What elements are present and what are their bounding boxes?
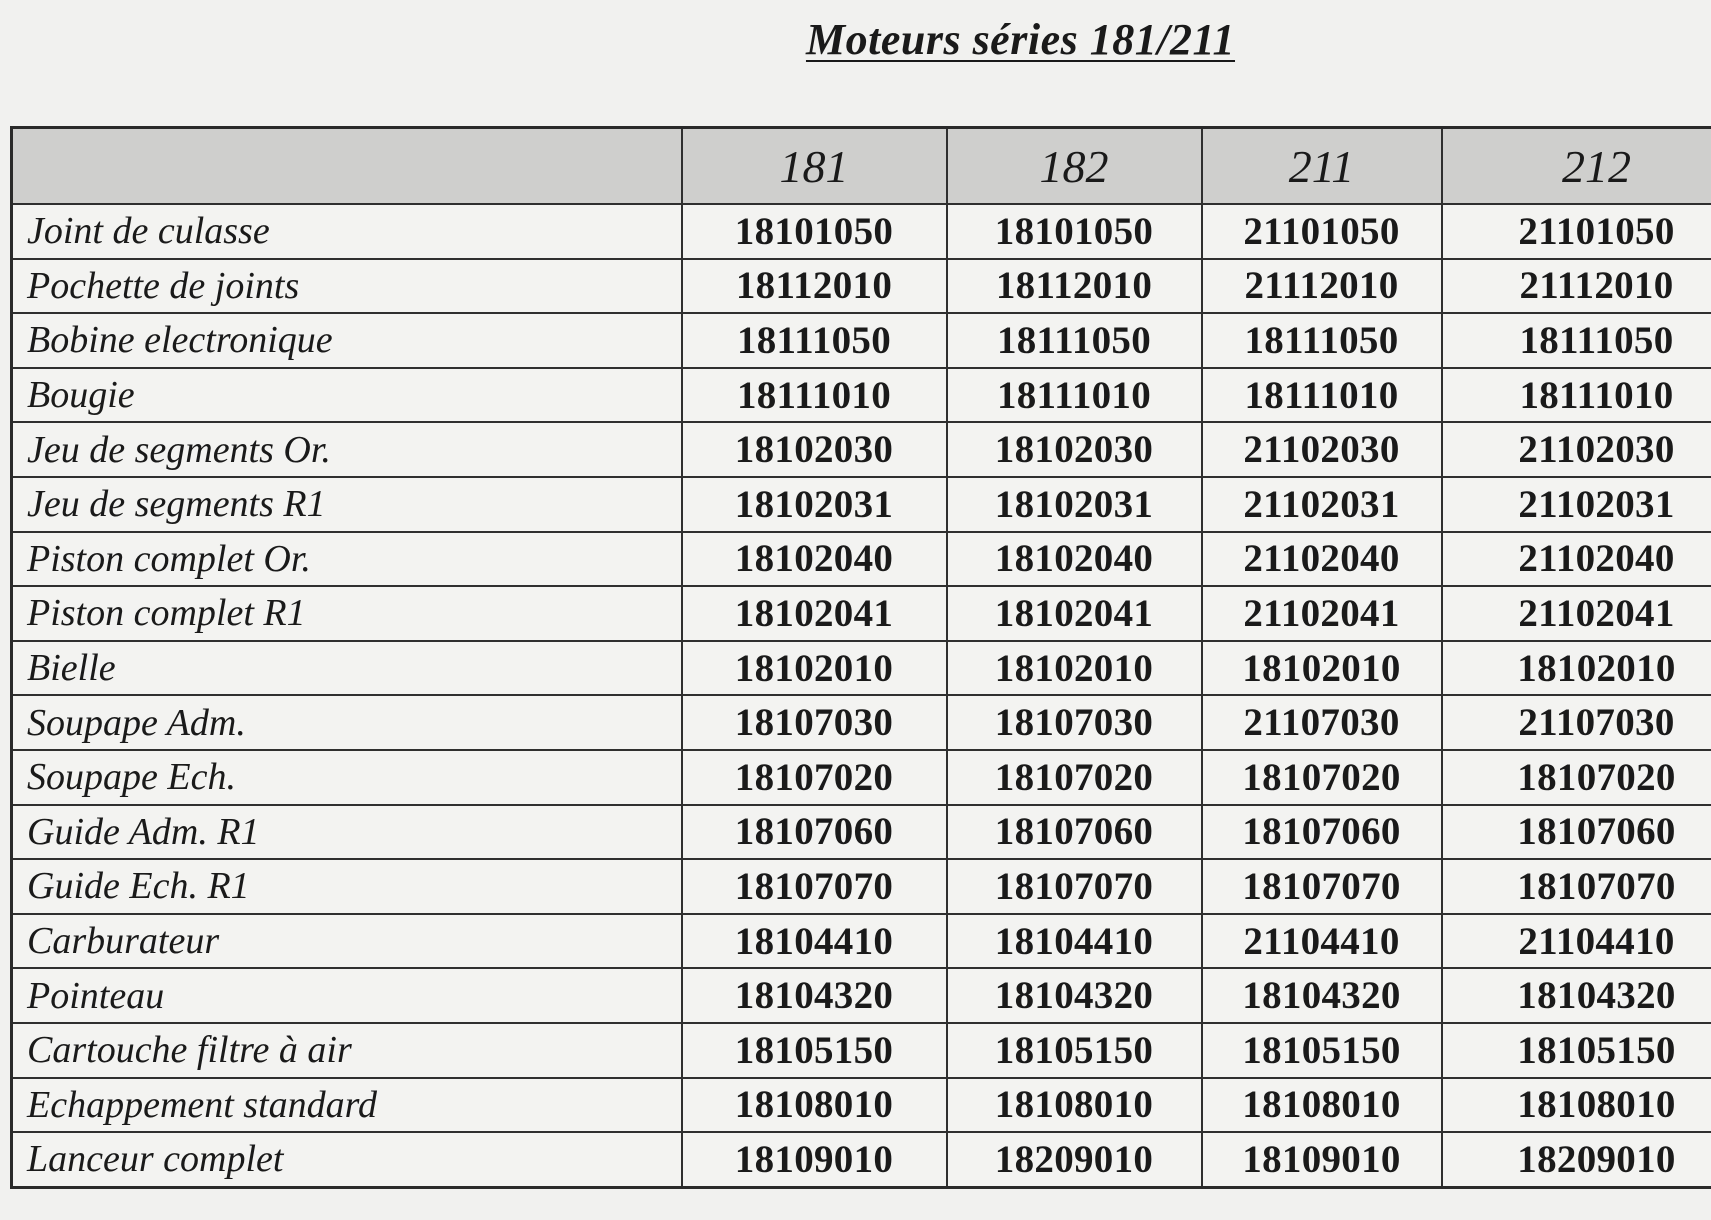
column-header: 181 xyxy=(682,128,947,205)
part-name-cell: Lanceur complet xyxy=(12,1132,682,1187)
part-code-cell: 18102031 xyxy=(947,477,1202,532)
part-code-cell: 21102040 xyxy=(1442,532,1711,587)
part-code-cell: 18102030 xyxy=(682,422,947,477)
part-code-cell: 18107020 xyxy=(947,750,1202,805)
part-code-cell: 18102010 xyxy=(1202,641,1442,696)
part-code-cell: 18111050 xyxy=(947,313,1202,368)
part-code-cell: 18107020 xyxy=(682,750,947,805)
part-code-cell: 18111050 xyxy=(682,313,947,368)
table-row xyxy=(12,750,1711,805)
part-code-cell: 18107060 xyxy=(947,805,1202,860)
part-code-cell: 18107060 xyxy=(1442,805,1711,860)
part-code-cell: 18104410 xyxy=(682,914,947,969)
part-code-cell: 21101050 xyxy=(1442,204,1711,259)
part-code-cell: 18111010 xyxy=(947,368,1202,423)
part-code-cell: 18111010 xyxy=(1202,368,1442,423)
part-code-cell: 18107030 xyxy=(682,695,947,750)
part-code-cell: 18102041 xyxy=(947,586,1202,641)
part-name-cell: Pochette de joints xyxy=(12,259,682,314)
part-code-cell: 21112010 xyxy=(1202,259,1442,314)
table-row xyxy=(12,313,1711,368)
part-code-cell: 18102041 xyxy=(682,586,947,641)
table-row xyxy=(12,586,1711,641)
part-code-cell: 18101050 xyxy=(947,204,1202,259)
part-code-cell: 21101050 xyxy=(1202,204,1442,259)
table-row xyxy=(12,968,1711,1023)
table-row xyxy=(12,1023,1711,1078)
table-row xyxy=(12,805,1711,860)
part-code-cell: 18104320 xyxy=(1202,968,1442,1023)
table-row xyxy=(12,422,1711,477)
part-code-cell: 18108010 xyxy=(682,1078,947,1133)
table-row xyxy=(12,914,1711,969)
part-name-cell: Carburateur xyxy=(12,914,682,969)
part-code-cell: 18112010 xyxy=(682,259,947,314)
table-row xyxy=(12,859,1711,914)
part-code-cell: 18105150 xyxy=(1442,1023,1711,1078)
table-row xyxy=(12,641,1711,696)
part-code-cell: 18108010 xyxy=(1202,1078,1442,1133)
part-code-cell: 18108010 xyxy=(1442,1078,1711,1133)
column-header: 212 xyxy=(1442,128,1711,205)
table-row xyxy=(12,477,1711,532)
table-row xyxy=(12,368,1711,423)
part-code-cell: 18107070 xyxy=(1442,859,1711,914)
table-header-row xyxy=(12,128,1711,205)
part-name-cell: Soupape Ech. xyxy=(12,750,682,805)
part-name-cell: Cartouche filtre à air xyxy=(12,1023,682,1078)
part-name-cell: Bielle xyxy=(12,641,682,696)
part-code-cell: 18111010 xyxy=(1442,368,1711,423)
part-code-cell: 18102031 xyxy=(682,477,947,532)
table-row xyxy=(12,259,1711,314)
table-row xyxy=(12,1078,1711,1133)
parts-table-container xyxy=(10,126,1711,1208)
table-row xyxy=(12,695,1711,750)
part-name-cell: Joint de culasse xyxy=(12,204,682,259)
part-code-cell: 18111050 xyxy=(1202,313,1442,368)
part-code-cell: 21102041 xyxy=(1202,586,1442,641)
part-code-cell: 21107030 xyxy=(1202,695,1442,750)
part-code-cell: 18111050 xyxy=(1442,313,1711,368)
part-code-cell: 21104410 xyxy=(1202,914,1442,969)
part-name-cell: Guide Ech. R1 xyxy=(12,859,682,914)
header-blank-cell xyxy=(12,128,682,205)
part-code-cell: 21102030 xyxy=(1442,422,1711,477)
part-name-cell: Jeu de segments R1 xyxy=(12,477,682,532)
part-code-cell: 21102040 xyxy=(1202,532,1442,587)
part-code-cell: 21112010 xyxy=(1442,259,1711,314)
part-code-cell: 18109010 xyxy=(1202,1132,1442,1187)
part-code-cell: 18104320 xyxy=(947,968,1202,1023)
part-code-cell: 18101050 xyxy=(682,204,947,259)
part-code-cell: 21102030 xyxy=(1202,422,1442,477)
part-code-cell: 21104410 xyxy=(1442,914,1711,969)
part-name-cell: Piston complet Or. xyxy=(12,532,682,587)
table-row xyxy=(12,532,1711,587)
part-name-cell: Bobine electronique xyxy=(12,313,682,368)
part-code-cell: 18102010 xyxy=(1442,641,1711,696)
part-name-cell: Jeu de segments Or. xyxy=(12,422,682,477)
table-body xyxy=(12,204,1711,1187)
part-code-cell: 21102031 xyxy=(1442,477,1711,532)
part-code-cell: 18105150 xyxy=(947,1023,1202,1078)
part-code-cell: 18105150 xyxy=(1202,1023,1442,1078)
part-code-cell: 18102040 xyxy=(682,532,947,587)
part-code-cell: 18107060 xyxy=(1202,805,1442,860)
part-code-cell: 18102030 xyxy=(947,422,1202,477)
part-code-cell: 18107030 xyxy=(947,695,1202,750)
table-row xyxy=(12,1132,1711,1187)
part-name-cell: Pointeau xyxy=(12,968,682,1023)
parts-table xyxy=(10,126,1711,1189)
part-code-cell: 18111010 xyxy=(682,368,947,423)
part-code-cell: 18104320 xyxy=(1442,968,1711,1023)
part-code-cell: 18109010 xyxy=(682,1132,947,1187)
part-name-cell: Bougie xyxy=(12,368,682,423)
part-code-cell: 21102041 xyxy=(1442,586,1711,641)
part-code-cell: 18104410 xyxy=(947,914,1202,969)
part-code-cell: 18209010 xyxy=(1442,1132,1711,1187)
table-row xyxy=(12,204,1711,259)
part-code-cell: 21102031 xyxy=(1202,477,1442,532)
part-code-cell: 18107070 xyxy=(947,859,1202,914)
column-header: 211 xyxy=(1202,128,1442,205)
part-code-cell: 18112010 xyxy=(947,259,1202,314)
part-code-cell: 18107020 xyxy=(1442,750,1711,805)
part-code-cell: 18107070 xyxy=(1202,859,1442,914)
part-name-cell: Guide Adm. R1 xyxy=(12,805,682,860)
part-code-cell: 18105150 xyxy=(682,1023,947,1078)
part-code-cell: 18108010 xyxy=(947,1078,1202,1133)
part-code-cell: 18107060 xyxy=(682,805,947,860)
column-header: 182 xyxy=(947,128,1202,205)
part-code-cell: 18102010 xyxy=(947,641,1202,696)
part-code-cell: 18104320 xyxy=(682,968,947,1023)
part-name-cell: Soupape Adm. xyxy=(12,695,682,750)
part-code-cell: 18102010 xyxy=(682,641,947,696)
part-code-cell: 18209010 xyxy=(947,1132,1202,1187)
page-title: Moteurs séries 181/211 xyxy=(805,15,1236,64)
part-name-cell: Piston complet R1 xyxy=(12,586,682,641)
part-code-cell: 18107020 xyxy=(1202,750,1442,805)
part-code-cell: 21107030 xyxy=(1442,695,1711,750)
part-code-cell: 18102040 xyxy=(947,532,1202,587)
part-name-cell: Echappement standard xyxy=(12,1078,682,1133)
part-code-cell: 18107070 xyxy=(682,859,947,914)
